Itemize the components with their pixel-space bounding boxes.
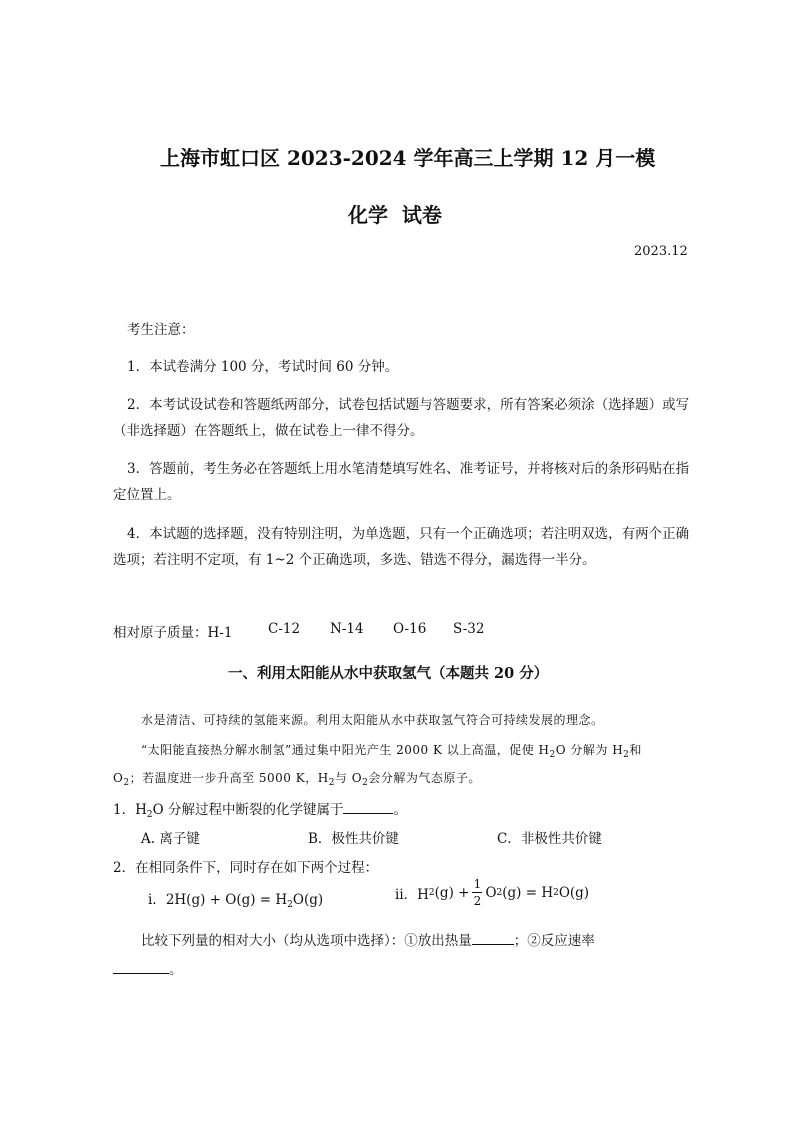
q1-option-b[interactable]: B．极性共价键 <box>308 831 399 847</box>
intro2-text-a: “太阳能直接热分解水制氢”通过集中阳光产生 2000 K 以上高温，促使 H <box>141 743 550 757</box>
notice-item-4: 4．本试题的选择题，没有特别注明，为单选题，只有一个正确选项；若注明双选，有两个正确选项；若注明不定项，有 1~2 个正确选项，多选、错选不得分，漏选得一半分。 <box>113 526 690 568</box>
exam-subtitle: 化学 试卷 <box>348 203 442 227</box>
q1-text-a: 1．H <box>113 802 147 818</box>
process-ii-text-b: (g) + <box>434 884 470 901</box>
q1-option-c[interactable]: C．非极性共价键 <box>497 831 602 847</box>
intro2-text-c: 和 <box>629 743 642 757</box>
fraction-bar <box>472 892 482 893</box>
notice-item-2: 2．本考试设试卷和答题纸两部分，试卷包括试题与答题要求，所有答案必须涂（选择题）或写（非选择题）在答题纸上，做在试卷上一律不得分。 <box>113 397 690 439</box>
fraction-numerator: 1 <box>473 877 482 891</box>
compare-line <box>141 929 595 949</box>
process-i <box>148 888 323 910</box>
subscript-2: 2 <box>623 750 630 760</box>
subscript-2: 2 <box>362 778 369 788</box>
q1-end: 。 <box>393 802 407 818</box>
process-ii-text-c: O <box>485 884 497 901</box>
process-ii-text-a: ⅱ．H <box>395 886 429 903</box>
notice-item-3: 3．答题前，考生务必在答题纸上用水笔清楚填写姓名、准考证号，并将核对后的条形码贴在指定位置上。 <box>113 461 690 503</box>
notice-item-1: 1．本试卷满分 100 分，考试时间 60 分钟。 <box>127 359 399 375</box>
process-ii <box>395 878 589 907</box>
q1-text-b: O 分解过程中断裂的化学键属于 <box>152 802 344 818</box>
subscript-2: 2 <box>496 887 503 898</box>
intro2-text-b: O 分解为 H <box>555 743 624 757</box>
rate-answer-blank[interactable] <box>113 959 169 974</box>
atomic-mass-label: 相对原子质量：H-1 <box>113 625 233 641</box>
compare-end: 。 <box>169 962 183 978</box>
process-i-text-b: O(g) <box>292 892 324 908</box>
process-ii-text-d: (g) = H <box>502 884 554 901</box>
subscript-2: 2 <box>287 900 293 910</box>
subscript-2: 2 <box>123 778 130 788</box>
atomic-mass-s: S-32 <box>453 621 485 637</box>
compare-text-a: 比较下列量的相对大小（均从选项中选择）：①放出热量 <box>141 933 472 949</box>
exam-date: 2023.12 <box>634 244 688 259</box>
section-1-intro-3 <box>113 769 481 788</box>
section-1-title: 一、利用太阳能从水中获取氢气（本题共 20 分） <box>228 665 549 682</box>
fraction-denominator: 2 <box>473 894 482 908</box>
subscript-2: 2 <box>428 887 435 898</box>
subscript-2: 2 <box>328 778 335 788</box>
atomic-mass-n: N-14 <box>330 621 364 637</box>
compare-line-2 <box>113 958 183 978</box>
notice-heading: 考生注意： <box>127 322 195 338</box>
process-i-text-a: ⅰ．2H(g) + O(g) = H <box>148 892 288 908</box>
atomic-mass-c: C-12 <box>268 621 301 637</box>
q1-option-a[interactable]: A. 离子键 <box>141 831 200 847</box>
one-half-fraction <box>472 878 482 907</box>
subscript-2: 2 <box>549 750 556 760</box>
question-1 <box>113 798 407 820</box>
compare-text-b: ；②反应速率 <box>513 933 595 949</box>
intro3-text-c: 与 O <box>334 771 363 785</box>
process-ii-text-e: O(g) <box>558 884 590 901</box>
section-1-intro-1: 水是清洁、可持续的氢能来源。利用太阳能从水中获取氢气符合可持续发展的理念。 <box>141 713 604 727</box>
question-2: 2．在相同条件下，同时存在如下两个过程： <box>113 860 379 876</box>
heat-answer-blank[interactable] <box>472 930 514 945</box>
subscript-2: 2 <box>553 887 559 898</box>
atomic-mass-o: O-16 <box>393 621 427 637</box>
intro3-text-d: 会分解为气态原子。 <box>368 771 481 785</box>
intro3-text-b: ；若温度进一步升高至 5000 K，H <box>129 771 329 785</box>
exam-title: 上海市虹口区 2023-2024 学年高三上学期 12 月一模 <box>160 146 656 170</box>
section-1-intro-2 <box>141 741 642 760</box>
subscript-2: 2 <box>146 810 153 820</box>
intro3-text-a: O <box>113 771 124 785</box>
q1-answer-blank[interactable] <box>343 799 393 814</box>
atomic-mass-line <box>113 621 485 641</box>
